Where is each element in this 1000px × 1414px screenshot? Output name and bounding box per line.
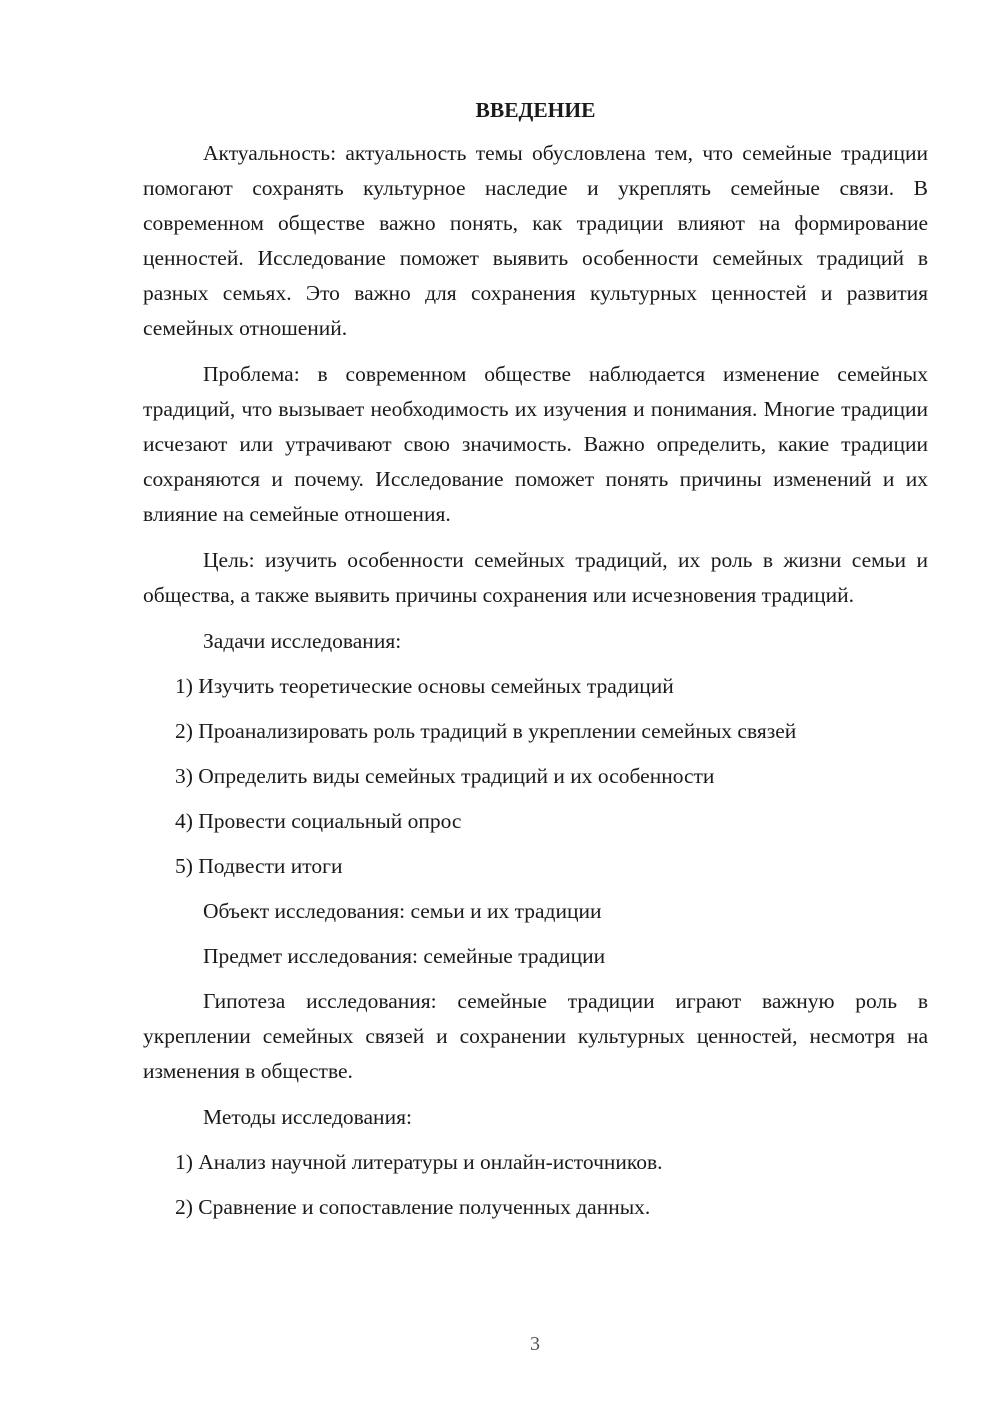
page-number: 3 <box>530 1333 540 1355</box>
methods-title: Методы исследования: <box>203 1105 412 1129</box>
research-object: Объект исследования: семьи и их традиции <box>203 899 602 923</box>
problem-paragraph: Проблема: в современном обществе наблюдается изменение семейных традиций, что вызывает необходимость их изучения и понимания. Многие традиции исчезают или утрачивают свою значимость. Важно определить, какие традиции сохраняются и почему. Исследование поможет понять причины изменений и их влияние на семейные отношения. <box>143 362 928 526</box>
task-item: 3) Определить виды семейных традиций и их особенности <box>175 764 715 788</box>
section-heading: ВВЕДЕНИЕ <box>475 98 596 122</box>
relevance-paragraph: Актуальность: актуальность темы обусловлена тем, что семейные традиции помогают сохранять культурное наследие и укреплять семейные связи. В современном обществе важно понять, как традиции влияют на формирование ценностей. Исследование поможет выявить особенности семейных традиций в разных семьях. Это важно для сохранения культурных ценностей и развития семейных отношений. <box>143 141 928 340</box>
tasks-title: Задачи исследования: <box>203 629 402 653</box>
task-item: 4) Провести социальный опрос <box>175 809 462 833</box>
research-subject: Предмет исследования: семейные традиции <box>203 944 606 968</box>
task-item: 2) Проанализировать роль традиций в укреплении семейных связей <box>175 719 797 743</box>
task-item: 1) Изучить теоретические основы семейных традиций <box>175 674 674 698</box>
hypothesis-paragraph: Гипотеза исследования: семейные традиции играют важную роль в укреплении семейных связей и сохранении культурных ценностей, несмотря на изменения в обществе. <box>143 989 928 1083</box>
task-item: 5) Подвести итоги <box>175 854 343 878</box>
page-content <box>143 96 928 1235</box>
goal-paragraph: Цель: изучить особенности семейных традиций, их роль в жизни семьи и общества, а также выявить причины сохранения или исчезновения традиций. <box>143 548 928 607</box>
method-item: 2) Сравнение и сопоставление полученных данных. <box>175 1195 651 1219</box>
method-item: 1) Анализ научной литературы и онлайн-источников. <box>175 1150 663 1174</box>
